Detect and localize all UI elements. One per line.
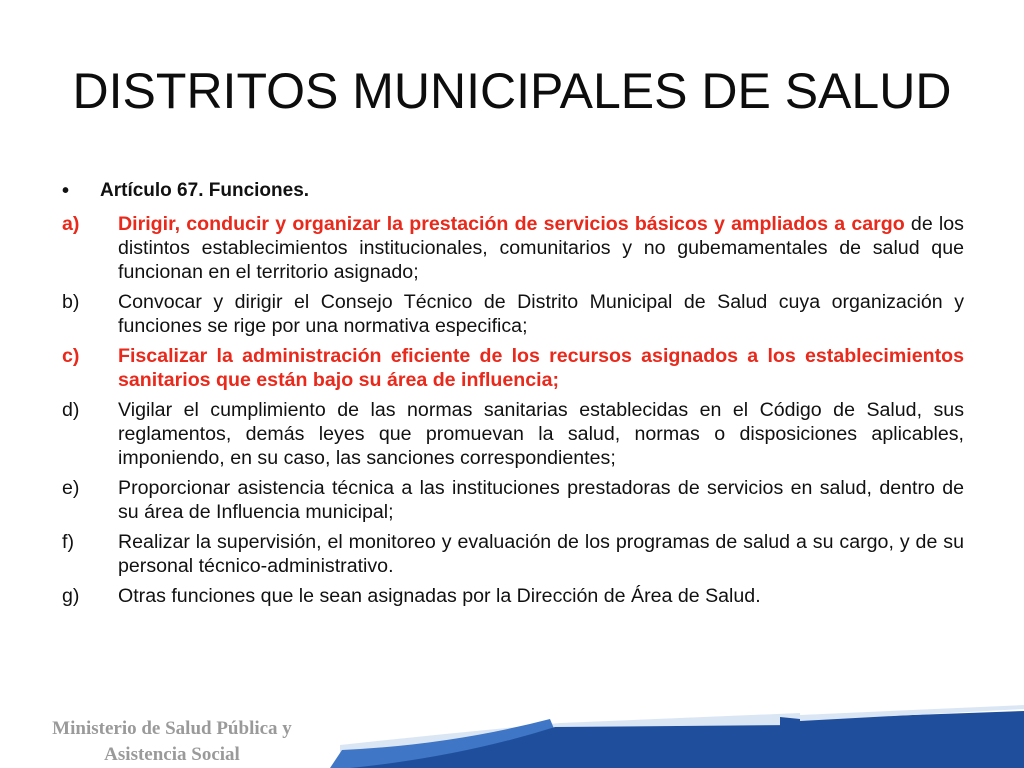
- item-body: [118, 398, 964, 470]
- slide-title: DISTRITOS MUNICIPALES DE SALUD: [72, 63, 952, 119]
- item-highlight: Fiscalizar la administración eficiente de los recursos asignados a los establecimientos sanitarios que están bajo su área de influencia;: [118, 345, 964, 391]
- item-marker: d): [62, 399, 80, 421]
- list-item: [62, 530, 964, 578]
- item-marker: e): [62, 477, 80, 499]
- item-marker: f): [62, 531, 74, 553]
- list-item: [62, 584, 964, 608]
- item-body: [118, 212, 964, 284]
- item-body: [118, 290, 964, 338]
- item-text: Convocar y dirigir el Consejo Técnico de Distrito Municipal de Salud cuya organización y funciones se rige por una normativa especifica;: [118, 291, 964, 337]
- item-text: Otras funciones que le sean asignadas por la Dirección de Área de Salud.: [118, 585, 761, 607]
- item-text: Proporcionar asistencia técnica a las instituciones prestadoras de servicios en salud, dentro de su área de Influencia municipal;: [118, 477, 964, 523]
- bullet-icon: •: [62, 180, 70, 202]
- list-item: [62, 344, 964, 392]
- footer-wave-decoration: [330, 705, 1024, 768]
- article-heading: [62, 180, 309, 203]
- item-marker: a): [62, 213, 80, 235]
- footer-org-line2: Asistencia Social: [104, 744, 240, 765]
- list-item: [62, 290, 964, 338]
- footer-organization: [22, 716, 322, 768]
- list-item: [62, 398, 964, 470]
- item-body: [118, 476, 964, 524]
- footer-org-line1: Ministerio de Salud Pública y: [52, 718, 292, 739]
- item-body: [118, 584, 964, 608]
- list-item: [62, 212, 964, 284]
- item-highlight: Dirigir, conducir y organizar la prestación de servicios básicos y ampliados a cargo: [118, 213, 905, 235]
- item-body: [118, 344, 964, 392]
- item-marker: g): [62, 585, 80, 607]
- function-list: [62, 212, 964, 614]
- item-text: Realizar la supervisión, el monitoreo y evaluación de los programas de salud a su cargo, y de su personal técnico-administrativo.: [118, 531, 964, 577]
- article-heading-text: Artículo 67. Funciones.: [100, 180, 310, 201]
- list-item: [62, 476, 964, 524]
- item-text: de los distintos establecimientos institucionales, comunitarios y no gubemamentales de salud que funcionan en el territorio asignado;: [118, 213, 964, 283]
- item-marker: b): [62, 291, 80, 313]
- item-body: [118, 530, 964, 578]
- item-marker: c): [62, 345, 80, 367]
- item-text: Vigilar el cumplimiento de las normas sanitarias establecidas en el Código de Salud, sus reglamentos, demás leyes que promuevan la salud, normas o disposiciones aplicables, imponiendo, en su caso, las sanciones correspondientes;: [118, 399, 964, 469]
